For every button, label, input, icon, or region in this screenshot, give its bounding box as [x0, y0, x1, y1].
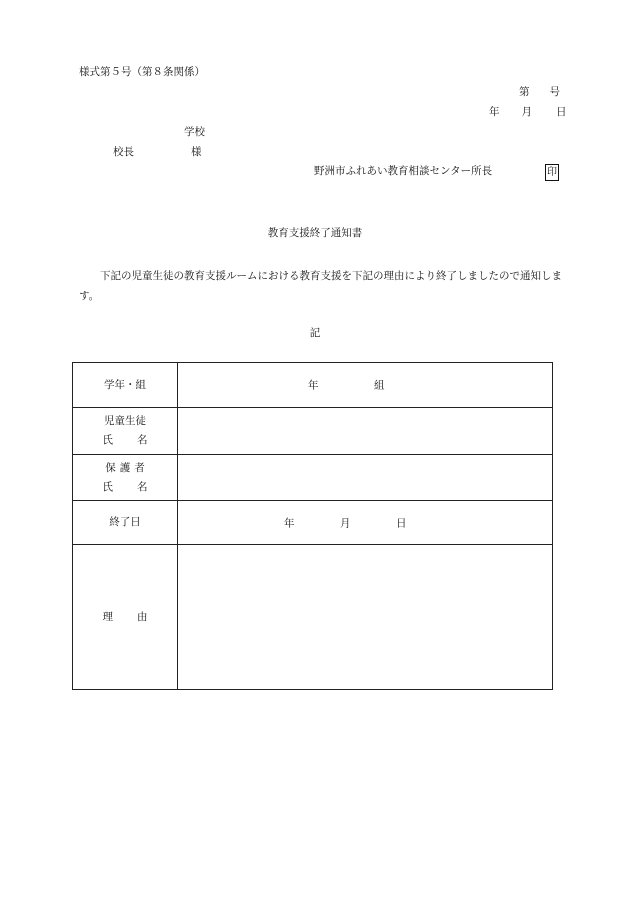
guardian-label-ho: 保 [105, 461, 116, 474]
end-year: 年 [284, 517, 295, 529]
reason-label-ri: 理 [102, 610, 113, 623]
grade-class-value[interactable] [178, 363, 553, 408]
date-month: 月 [521, 106, 532, 118]
reason-value[interactable] [178, 545, 553, 690]
number-label-dai: 第 [519, 86, 530, 98]
ki-heading: 記 [309, 327, 321, 339]
form-number: 様式第５号（第８条関係） [79, 66, 205, 78]
grade-unit: 年 [308, 379, 319, 392]
student-label-line1: 児童生徒 [104, 415, 146, 427]
addressee-school: 学校 [184, 126, 205, 138]
guardian-label-line2 [73, 478, 177, 497]
grade-class-label: 学年・組 [73, 363, 178, 408]
student-label-shi: 氏 [102, 434, 113, 446]
table-row-guardian [73, 455, 553, 501]
student-label-line2 [73, 431, 177, 450]
guardian-label-shi: 氏 [102, 480, 113, 493]
date-year: 年 [489, 106, 500, 118]
guardian-label-line1 [73, 459, 177, 478]
end-month: 月 [340, 517, 351, 529]
table-row-reason [73, 545, 553, 690]
document-title: 教育支援終了通知書 [267, 227, 363, 239]
student-name-value[interactable] [178, 408, 553, 455]
addressee-principal [113, 147, 202, 158]
form-table [72, 362, 553, 690]
guardian-label-sha: 者 [134, 461, 145, 474]
honorific: 様 [191, 146, 202, 158]
end-date-value[interactable] [178, 501, 553, 545]
document-date [489, 107, 567, 118]
table-row-end-date [73, 501, 553, 545]
body-text: 下記の児童生徒の教育支援ルームにおける教育支援を下記の理由により終了しましたので通知します。 [79, 270, 562, 302]
date-day: 日 [556, 106, 567, 118]
student-name-label [73, 408, 178, 455]
reason-label-line [73, 608, 177, 627]
document-number [519, 87, 560, 98]
issuer-name: 野洲市ふれあい教育相談センター所長 [314, 165, 493, 177]
guardian-label-go: 護 [119, 461, 131, 474]
student-label-mei: 名 [137, 434, 148, 446]
reason-label-yu: 由 [137, 610, 148, 623]
class-unit: 組 [374, 379, 385, 392]
guardian-name-label [73, 455, 178, 501]
seal-box: 印 [545, 164, 559, 181]
guardian-name-value[interactable] [178, 455, 553, 501]
table-row-grade-class [73, 363, 553, 408]
table-row-student [73, 408, 553, 455]
guardian-label-mei: 名 [137, 480, 148, 493]
reason-label [73, 545, 178, 690]
principal-label: 校長 [113, 146, 134, 158]
end-day: 日 [396, 517, 407, 529]
number-label-go: 号 [549, 86, 560, 98]
end-date-label: 終了日 [73, 501, 178, 545]
